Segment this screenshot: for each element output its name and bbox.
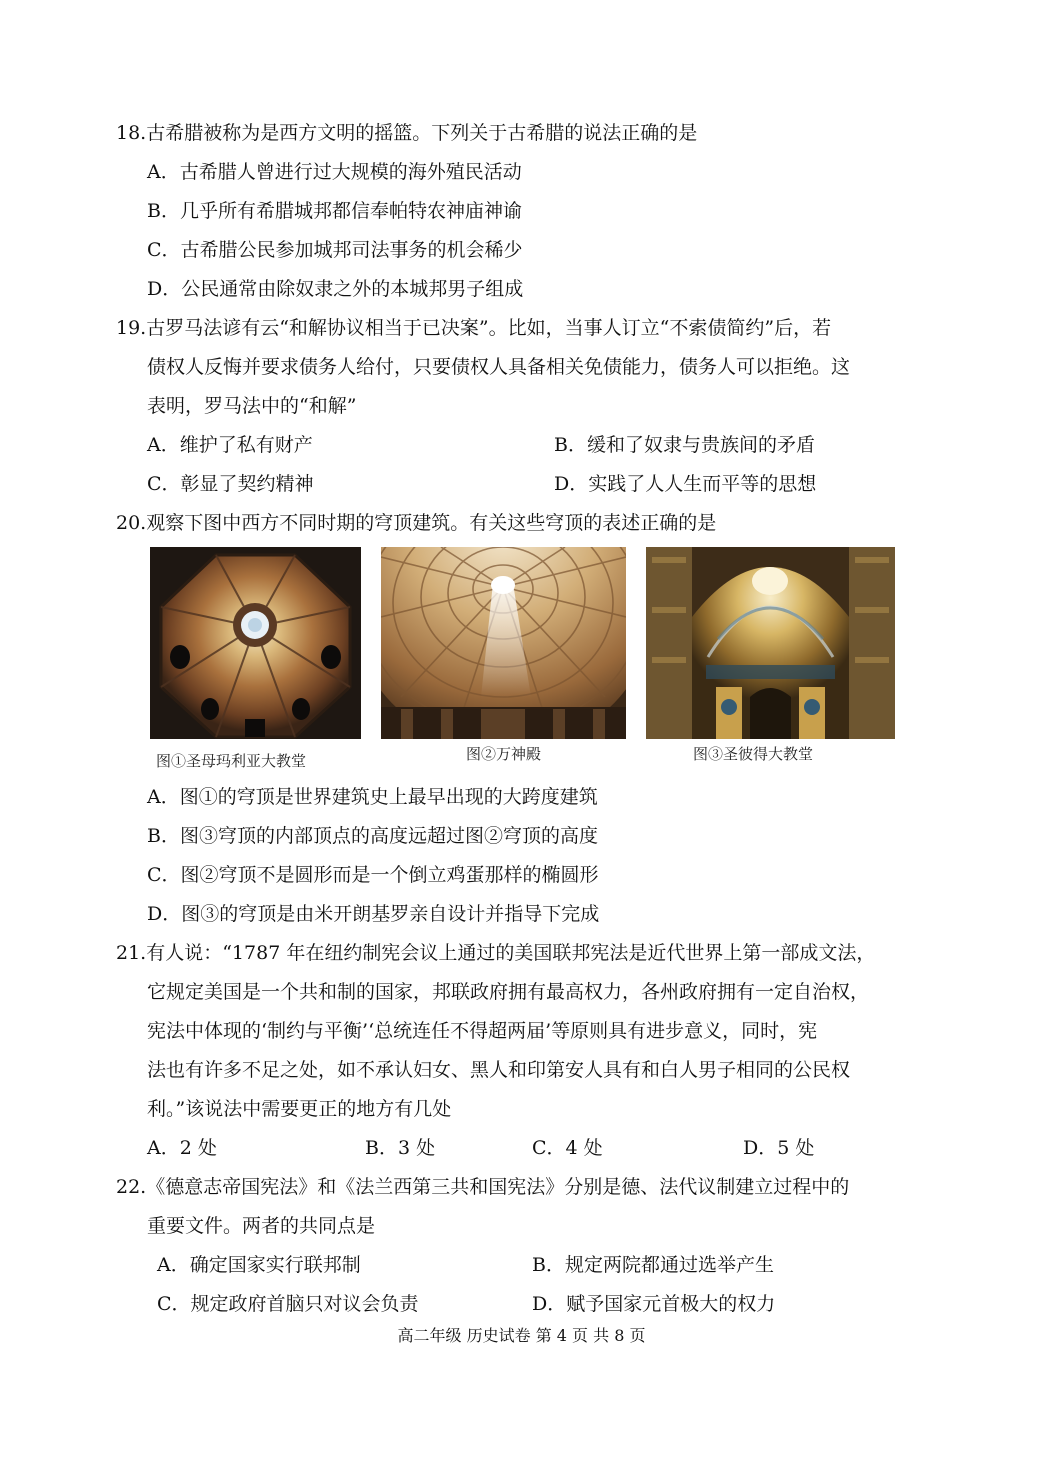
figure-1-caption: 图①圣母玛利亚大教堂 <box>156 752 307 770</box>
q18-option-b: B．几乎所有希腊城邦都信奉帕特农神庙神谕 <box>147 200 522 222</box>
q19-option-d: D．实践了人人生而平等的思想 <box>554 473 817 495</box>
q21-stem-line1: 21.有人说：“1787 年在纽约制宪会议上通过的美国联邦宪法是近代世界上第一部成文法， <box>116 942 876 964</box>
q19-stem-line2: 债权人反悔并要求债务人给付，只要债权人具备相关免债能力，债务人可以拒绝。这 <box>147 356 851 378</box>
q18-option-a: A．古希腊人曾进行过大规模的海外殖民活动 <box>147 161 522 183</box>
q19-stem-line1: 19.古罗马法谚有云“和解协议相当于已决案”。比如，当事人订立“不索债简约”后，若 <box>116 317 832 339</box>
figure-2-caption: 图②万神殿 <box>466 745 542 763</box>
q22-option-a: A．确定国家实行联邦制 <box>157 1254 361 1276</box>
q20-option-a: A．图①的穹顶是世界建筑史上最早出现的大跨度建筑 <box>147 786 598 808</box>
q19-option-a: A．维护了私有财产 <box>147 434 313 456</box>
q21-option-c: C．4 处 <box>532 1137 603 1159</box>
q22-stem-line2: 重要文件。两者的共同点是 <box>147 1215 376 1237</box>
q21-stem-line5: 利。”该说法中需要更正的地方有几处 <box>147 1098 452 1120</box>
q22-option-c: C．规定政府首脑只对议会负责 <box>157 1293 419 1315</box>
figure-3-dome-image <box>646 547 895 739</box>
figure-3-caption: 图③圣彼得大教堂 <box>693 745 814 763</box>
q19-option-b: B．缓和了奴隶与贵族间的矛盾 <box>554 434 815 456</box>
figure-2-dome-image <box>381 547 626 739</box>
q18-stem: 18.古希腊被称为是西方文明的摇篮。下列关于古希腊的说法正确的是 <box>116 122 698 144</box>
page-footer: 高二年级 历史试卷 第 4 页 共 8 页 <box>397 1326 646 1345</box>
q22-stem-line1: 22.《德意志帝国宪法》和《法兰西第三共和国宪法》分别是德、法代议制建立过程中的 <box>116 1176 850 1198</box>
q22-option-d: D．赋予国家元首极大的权力 <box>532 1293 776 1315</box>
q20-option-d: D．图③的穹顶是由米开朗基罗亲自设计并指导下完成 <box>147 903 600 925</box>
q19-stem-line3: 表明，罗马法中的“和解” <box>147 395 357 417</box>
q20-stem: 20.观察下图中西方不同时期的穹顶建筑。有关这些穹顶的表述正确的是 <box>116 512 717 534</box>
q21-option-a: A．2 处 <box>147 1137 217 1159</box>
q19-option-c: C．彰显了契约精神 <box>147 473 314 495</box>
q18-option-c: C．古希腊公民参加城邦司法事务的机会稀少 <box>147 239 523 261</box>
q22-option-b: B．规定两院都通过选举产生 <box>532 1254 774 1276</box>
q21-option-d: D．5 处 <box>743 1137 815 1159</box>
q18-option-d: D．公民通常由除奴隶之外的本城邦男子组成 <box>147 278 524 300</box>
q21-stem-line3: 宪法中体现的‘制约与平衡’‘总统连任不得超两届’等原则具有进步意义，同时，宪 <box>147 1020 818 1042</box>
q20-option-c: C．图②穹顶不是圆形而是一个倒立鸡蛋那样的椭圆形 <box>147 864 599 886</box>
q21-stem-line4: 法也有许多不足之处，如不承认妇女、黑人和印第安人具有和白人男子相同的公民权 <box>147 1059 851 1081</box>
figure-1-dome-image <box>150 547 361 739</box>
q20-option-b: B．图③穹顶的内部顶点的高度远超过图②穹顶的高度 <box>147 825 598 847</box>
q21-option-b: B．3 处 <box>365 1137 436 1159</box>
q21-stem-line2: 它规定美国是一个共和制的国家，邦联政府拥有最高权力，各州政府拥有一定自治权， <box>147 981 870 1003</box>
